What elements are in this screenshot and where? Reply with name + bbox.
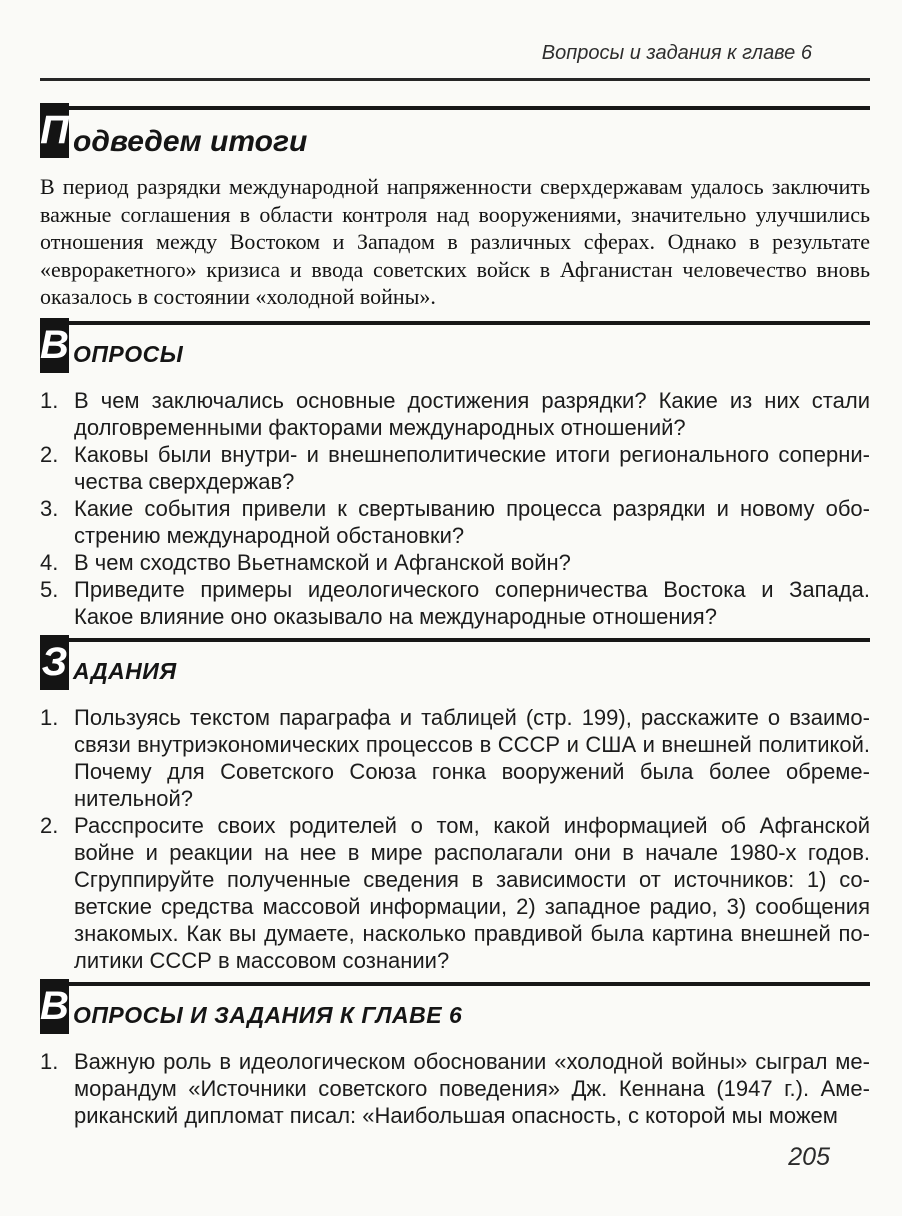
item-text: Каковы были внутри- и внешнеполитические итоги регионального соперничества сверхдержав? <box>74 441 870 494</box>
item-number: 4. <box>40 549 59 575</box>
item-number: 5. <box>40 576 59 602</box>
tasks-list <box>40 704 870 974</box>
item-text: Приведите примеры идеологического соперничества Востока и Запада. Какое влияние оно оказывало на международные отношения? <box>74 576 870 629</box>
page-number: 205 <box>788 1143 830 1171</box>
question-item <box>40 549 870 576</box>
section-questions-title: ОПРОСЫ <box>73 340 184 367</box>
question-item <box>40 441 870 495</box>
task-item <box>40 704 870 812</box>
item-number: 1. <box>40 1048 59 1074</box>
section-chapter-questions <box>40 982 870 1129</box>
question-item <box>40 576 870 630</box>
item-text: В чем заключались основные достижения разрядки? Какие из них стали долговременными факторами международных отношений? <box>74 387 870 440</box>
questions-list <box>40 387 870 630</box>
running-head-rule <box>40 78 870 81</box>
section-questions-rule <box>40 321 870 375</box>
chapter-questions-list <box>40 1048 870 1129</box>
section-questions-initial-box: В <box>40 318 69 373</box>
item-number: 3. <box>40 495 59 521</box>
question-item <box>40 495 870 549</box>
item-number: 1. <box>40 704 59 730</box>
item-number: 2. <box>40 441 59 467</box>
item-text: В чем сходство Вьетнамской и Афганской войн? <box>74 549 571 575</box>
question-item <box>40 387 870 441</box>
section-questions <box>40 321 870 630</box>
section-tasks-title: АДАНИЯ <box>73 657 177 684</box>
section-summary-title: одведем итоги <box>73 125 308 158</box>
section-chapter-title: ОПРОСЫ И ЗАДАНИЯ К ГЛАВЕ 6 <box>73 1001 463 1028</box>
running-head: Вопросы и задания к главе 6 <box>541 42 812 64</box>
section-tasks <box>40 638 870 974</box>
item-text: Важную роль в идеологическом обосновании «холодной войны» сыграл меморандум «Источники советского поведения» Дж. Кеннана (1947 г.). Американский дипломат писал: «Наибольшая опасность, с которой мы можем <box>74 1048 870 1128</box>
summary-paragraph: В период разрядки международной напряженности сверхдержавам удалось заключить важные соглашения в области контроля над вооружениями, значительно улучшились отношения между Востоком и Западом в различных сферах. Однако в результате «евроракетного» кризиса и ввода советских войск в Афганистан человечество вновь оказалось в состоянии «холодной войны». <box>40 174 870 309</box>
section-summary <box>40 106 870 311</box>
task-item <box>40 812 870 974</box>
item-text: Какие события привели к свертыванию процесса разрядки и новому обострению международной обстановки? <box>74 495 870 548</box>
section-chapter-rule <box>40 982 870 1036</box>
section-tasks-rule <box>40 638 870 692</box>
item-number: 1. <box>40 387 59 413</box>
item-text: Пользуясь текстом параграфа и таблицей (стр. 199), расскажите о взаимосвязи внутриэкономических процессов в СССР и США и внешней политикой. Почему для Советского Союза гонка вооружений была более обременительной? <box>74 704 870 811</box>
item-number: 2. <box>40 812 59 838</box>
section-summary-initial-box: П <box>40 103 69 158</box>
section-summary-rule <box>40 106 870 160</box>
section-tasks-initial-box: З <box>40 635 69 690</box>
chapter-question-item <box>40 1048 870 1129</box>
item-text: Расспросите своих родителей о том, какой информацией об Афганской войне и реакции на нее в мире располагали они в начале 1980-х годов. Сгруппируйте полученные сведения в зависимости от источников: 1) советские средства массовой информации, 2) западное радио, 3) сообщения знакомых. Как вы думаете, насколько правдивой была картина внешней политики СССР в массовом сознании? <box>74 812 870 973</box>
section-chapter-initial-box: В <box>40 979 69 1034</box>
